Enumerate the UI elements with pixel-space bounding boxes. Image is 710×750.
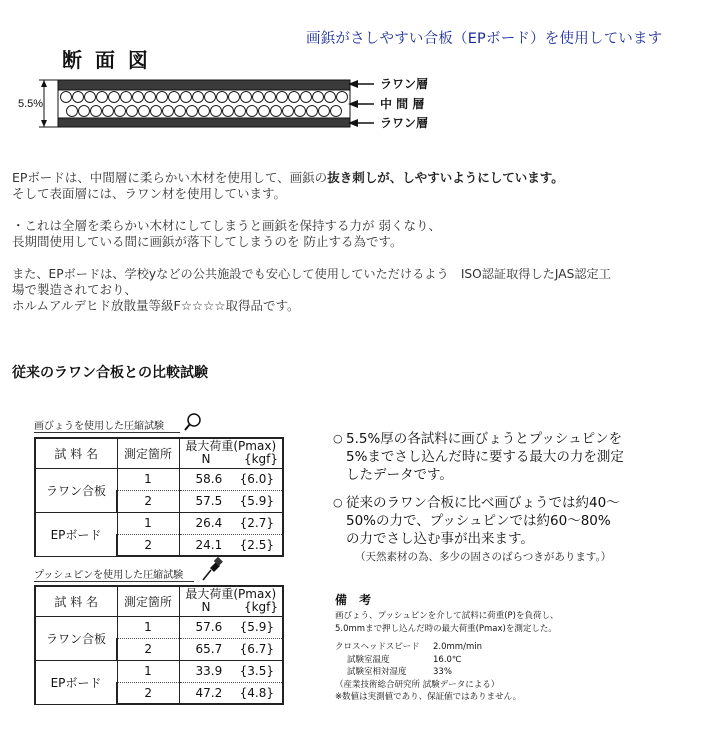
sample-name: EPボード bbox=[35, 512, 117, 556]
location-cell: 1 bbox=[117, 616, 179, 638]
table-row bbox=[35, 512, 283, 534]
middle-layer-circle bbox=[331, 106, 342, 117]
middle-layer-circle bbox=[289, 92, 300, 103]
middle-layer-circle bbox=[151, 106, 162, 117]
middle-layer-circle bbox=[271, 106, 282, 117]
middle-layer-circle bbox=[223, 106, 234, 117]
header-max-load: 最大荷重(Pmax) N {kgf} bbox=[179, 586, 283, 616]
remarks bbox=[335, 591, 559, 704]
middle-layer-circle bbox=[229, 92, 240, 103]
layer-label-bottom: ラワン層 bbox=[380, 116, 429, 130]
location-cell: 2 bbox=[117, 638, 179, 660]
location-cell: 1 bbox=[117, 660, 179, 682]
middle-layer-circle bbox=[181, 92, 192, 103]
middle-layer-circle bbox=[121, 92, 132, 103]
location-cell: 2 bbox=[117, 534, 179, 556]
middle-layer-circle bbox=[337, 92, 348, 103]
cross-section-title: 断 面 図 bbox=[62, 48, 151, 72]
pushpin-icon bbox=[200, 556, 224, 582]
middle-layer-circle bbox=[91, 106, 102, 117]
remarks-line-1: 画びょう、プッシュピンを介して試料に荷重(P)を負荷し、 bbox=[335, 611, 559, 621]
middle-layer-circle bbox=[307, 106, 318, 117]
load-cell: 58.6 {6.0} bbox=[179, 468, 283, 490]
header-location: 測定箇所 bbox=[117, 438, 179, 468]
middle-layer-circle bbox=[325, 92, 336, 103]
magnifier-icon bbox=[183, 412, 203, 432]
middle-layer-circle bbox=[103, 106, 114, 117]
table-2 bbox=[34, 585, 284, 705]
header-sample: 試 料 名 bbox=[35, 586, 117, 616]
section-title: 従来のラワン合板との比較試験 bbox=[12, 365, 208, 381]
middle-layer-circle bbox=[265, 92, 276, 103]
table-row bbox=[35, 468, 283, 490]
middle-layer-circle bbox=[73, 92, 84, 103]
location-cell: 1 bbox=[117, 512, 179, 534]
load-cell: 65.7 {6.7} bbox=[179, 638, 283, 660]
middle-layer-circle bbox=[139, 106, 150, 117]
header-sample: 試 料 名 bbox=[35, 438, 117, 468]
remarks-source: （産業技術総合研究所 試験データによる） bbox=[335, 679, 500, 690]
middle-layer-circle bbox=[241, 92, 252, 103]
middle-layer-circle bbox=[301, 92, 312, 103]
middle-layer-circle bbox=[109, 92, 120, 103]
middle-layer-circle bbox=[319, 106, 330, 117]
middle-layer-circle bbox=[217, 92, 228, 103]
middle-layer-circle bbox=[235, 106, 246, 117]
bullet-icon: ○ bbox=[333, 496, 343, 509]
middle-layer-circle bbox=[163, 106, 174, 117]
middle-layer-circle bbox=[133, 92, 144, 103]
condition-row: 試験室温度 16.0℃ bbox=[347, 654, 462, 665]
middle-layer-circle bbox=[313, 92, 324, 103]
middle-layer-circle bbox=[67, 106, 78, 117]
load-cell: 47.2 {4.8} bbox=[179, 682, 283, 704]
load-cell: 26.4 {2.7} bbox=[179, 512, 283, 534]
load-cell: 57.6 {5.9} bbox=[179, 616, 283, 638]
table-1-caption: 画びょうを使用した圧縮試験 bbox=[34, 417, 164, 432]
layer-label-middle: 中 間 層 bbox=[380, 97, 425, 111]
table-1 bbox=[34, 437, 284, 557]
page-headline: 画鋲がさしやすい合板（EPボード）を使用しています bbox=[306, 31, 663, 47]
middle-layer-circle bbox=[157, 92, 168, 103]
table-row bbox=[35, 616, 283, 638]
note-2: ○ 従来のラワン合板に比べ画びょうでは約40～ 50%の力で、プッシュピンでは約60～80% の力でさし込む事が出来ます。 （天然素材の為、多少の固さのばらつきがあります。） bbox=[333, 495, 620, 563]
load-cell: 57.5 {5.9} bbox=[179, 490, 283, 512]
sample-name: EPボード bbox=[35, 660, 117, 704]
load-cell: 24.1 {2.5} bbox=[179, 534, 283, 556]
middle-layer-circle bbox=[61, 92, 72, 103]
remarks-footnote: ※数値は実測値であり、保証値ではありません。 bbox=[335, 692, 522, 702]
middle-layer-circle bbox=[211, 106, 222, 117]
middle-layer-circle bbox=[247, 106, 258, 117]
middle-layer-circle bbox=[193, 92, 204, 103]
table-2-caption: プッシュピンを使用した圧縮試験 bbox=[34, 566, 183, 581]
sample-name: ラワン合板 bbox=[35, 468, 117, 512]
paragraph-3-line-1: また、EPボードは、学校yなどの公共施設でも安心して使用していただけるよう ISO認証取得したJAS認定工 bbox=[12, 267, 611, 281]
sample-name: ラワン合板 bbox=[35, 616, 117, 660]
condition-row: クロスヘッドスピード 2.0mm/min bbox=[335, 642, 482, 652]
middle-layer-circle bbox=[283, 106, 294, 117]
middle-layer-circle bbox=[295, 106, 306, 117]
paragraph-3-line-2: 場で製造されており、 bbox=[12, 282, 138, 297]
remarks-line-2: 5.0mmまで押し込んだ時の最大荷重(Pmax)を測定した。 bbox=[335, 623, 557, 634]
header-max-load: 最大荷重(Pmax) N {kgf} bbox=[179, 438, 283, 468]
middle-layer-circle bbox=[97, 92, 108, 103]
paragraph-1-line-2: そして表面層には、ラワン材を使用しています。 bbox=[12, 186, 287, 201]
table-row bbox=[35, 660, 283, 682]
middle-layer-circle bbox=[199, 106, 210, 117]
middle-layer-circle bbox=[187, 106, 198, 117]
note-1: ○ 5.5%厚の各試料に画びょうとプッシュピンを 5%までさし込んだ時に要する最大の力を測定 したデータです。 bbox=[333, 431, 624, 483]
middle-layer-circle bbox=[205, 92, 216, 103]
middle-layer-circle bbox=[169, 92, 180, 103]
condition-row: 試験室相対湿度 33% bbox=[347, 667, 452, 677]
location-cell: 2 bbox=[117, 490, 179, 512]
load-cell: 33.9 {3.5} bbox=[179, 660, 283, 682]
middle-layer-circle bbox=[127, 106, 138, 117]
paragraph-2-line-1: ・これは全層を柔らかい木材にしてしまうと画鋲を保持する力が 弱くなり、 bbox=[12, 218, 441, 233]
cross-section-diagram bbox=[18, 72, 458, 138]
paragraph-3-line-3: ホルムアルデヒド放散量等級F☆☆☆☆取得品です。 bbox=[12, 298, 300, 313]
remarks-title: 備 考 bbox=[335, 593, 376, 607]
bullet-icon: ○ bbox=[333, 432, 343, 445]
paragraph-1-line-1: EPボードは、中間層に柔らかい木材を使用して、画鋲の抜き刺しが、しやすいようにしています。 bbox=[12, 170, 564, 185]
middle-layer-circle bbox=[277, 92, 288, 103]
middle-layer-circle bbox=[253, 92, 264, 103]
layer-label-top: ラワン層 bbox=[380, 77, 429, 91]
paragraph-2-line-2: 長期間使用している間に画鋲が落下してしまうのを 防止する為です。 bbox=[12, 234, 403, 249]
middle-layer-circle bbox=[85, 92, 96, 103]
middle-layer-circle bbox=[79, 106, 90, 117]
middle-layer-circle bbox=[145, 92, 156, 103]
lauan-layer-top bbox=[58, 80, 350, 90]
middle-layer-circle bbox=[115, 106, 126, 117]
thickness-label: 5.5% bbox=[18, 98, 44, 110]
middle-layer-circle bbox=[259, 106, 270, 117]
middle-layer-circle bbox=[175, 106, 186, 117]
lauan-layer-bottom bbox=[58, 118, 350, 127]
location-cell: 1 bbox=[117, 468, 179, 490]
header-location: 測定箇所 bbox=[117, 586, 179, 616]
location-cell: 2 bbox=[117, 682, 179, 704]
